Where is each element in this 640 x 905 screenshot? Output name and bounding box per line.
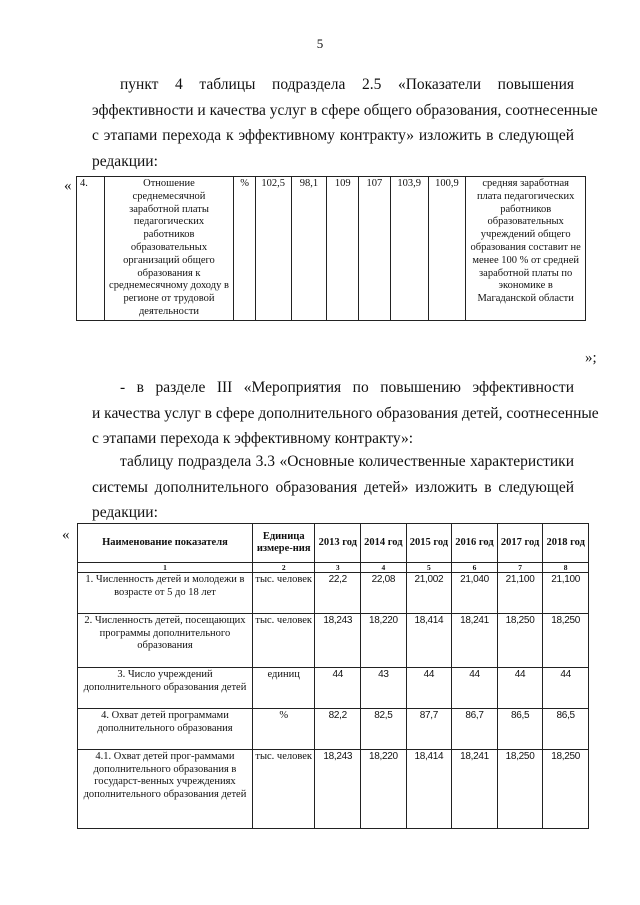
cell-value: 44 [497,668,543,709]
header-year: 2015 год [406,524,452,563]
table-row [78,750,589,829]
paragraph-line: и качества услуг в сфере дополнительного образования детей, соотнесенные [92,404,599,422]
cell-indicator-name: Отношение среднемесячной заработной платы педагогических работников образовательных организаций общего образования к среднемесячному доходу в регионе от трудовой деятельности [104,177,234,321]
cell-value: 18,250 [543,750,589,829]
cell-value: 18,241 [452,750,498,829]
cell-value: 18,243 [315,750,361,829]
cell-value: 44 [452,668,498,709]
cell-value: 21,040 [452,573,498,614]
cell-value: 107 [359,177,391,321]
paragraph-line: таблицу подраздела 3.3 «Основные количественные характеристики [120,453,574,470]
column-index: 4 [361,563,407,573]
table-header-row [78,524,589,563]
cell-value: 22,08 [361,573,407,614]
paragraph-3 [92,449,574,526]
open-quote: « [62,527,70,543]
column-index: 8 [543,563,589,573]
cell-unit: единиц [252,668,315,709]
cell-value: 18,250 [497,750,543,829]
header-unit: Единица измере-ния [252,524,315,563]
cell-unit: тыс. человек [252,614,315,668]
quantitative-characteristics-table [77,523,589,829]
cell-value: 18,220 [361,614,407,668]
cell-value: 18,243 [315,614,361,668]
paragraph-line: с этапами перехода к эффективному контракту» изложить в следующей [92,127,574,144]
paragraph-1 [92,72,598,174]
cell-indicator-name: 1. Численность детей и молодежи в возрасте от 5 до 18 лет [78,573,253,614]
page-number: 5 [316,36,324,51]
paragraph-line: пункт 4 таблицы подраздела 2.5 «Показатели повышения [120,76,574,93]
cell-value: 18,414 [406,614,452,668]
table-row [78,709,589,750]
cell-value: 44 [406,668,452,709]
table-row [78,614,589,668]
cell-value: 82,2 [315,709,361,750]
cell-value: 100,9 [428,177,466,321]
column-index: 7 [497,563,543,573]
cell-value: 86,7 [452,709,498,750]
column-index: 6 [452,563,498,573]
cell-value: 87,7 [406,709,452,750]
cell-indicator-name: 2. Численность детей, посещающих программы дополнительного образования [78,614,253,668]
cell-unit: тыс. человек [252,750,315,829]
cell-value: 21,100 [497,573,543,614]
cell-value: 44 [543,668,589,709]
column-index: 2 [252,563,315,573]
cell-value: 18,250 [497,614,543,668]
paragraph-line: редакции: [92,504,158,521]
cell-value: 18,414 [406,750,452,829]
column-index: 3 [315,563,361,573]
cell-num: 4. [77,177,105,321]
cell-indicator-name: 3. Число учреждений дополнительного образования детей [78,668,253,709]
table-row [78,668,589,709]
close-quote: »; [585,350,597,366]
open-quote: « [64,178,72,194]
cell-value: 22,2 [315,573,361,614]
paragraph-line: эффективности и качества услуг в сфере общего образования, соотнесенные [92,101,598,119]
cell-unit: % [234,177,255,321]
column-index: 5 [406,563,452,573]
indicator-table-2-5 [76,176,586,321]
header-year: 2017 год [497,524,543,563]
cell-value: 86,5 [543,709,589,750]
cell-value: 21,002 [406,573,452,614]
paragraph-2 [92,375,599,452]
header-year: 2013 год [315,524,361,563]
paragraph-line: - в разделе III «Мероприятия по повышению эффективности [120,379,574,396]
cell-value: 82,5 [361,709,407,750]
header-year: 2016 год [452,524,498,563]
cell-value: 98,1 [291,177,327,321]
cell-value: 18,220 [361,750,407,829]
paragraph-line: системы дополнительного образования детей» изложить в следующей [92,478,574,496]
cell-unit: % [252,709,315,750]
cell-note: средняя заработная плата педагогических работников образовательных учреждений общего образования составит не менее 100 % от средней заработной платы по экономике в Магаданской области [466,177,586,321]
column-index-row [78,563,589,573]
table-row [77,177,586,321]
header-year: 2018 год [543,524,589,563]
cell-value: 102,5 [255,177,291,321]
column-index: 1 [78,563,253,573]
header-year: 2014 год [361,524,407,563]
cell-value: 43 [361,668,407,709]
cell-value: 86,5 [497,709,543,750]
cell-indicator-name: 4. Охват детей программами дополнительного образования [78,709,253,750]
cell-value: 21,100 [543,573,589,614]
cell-value: 109 [327,177,359,321]
cell-value: 18,250 [543,614,589,668]
paragraph-line: с этапами перехода к эффективному контракту»: [92,430,414,447]
cell-value: 103,9 [390,177,428,321]
cell-value: 44 [315,668,361,709]
cell-unit: тыс. человек [252,573,315,614]
cell-value: 18,241 [452,614,498,668]
table-row [78,573,589,614]
header-indicator-name: Наименование показателя [78,524,253,563]
paragraph-line: редакции: [92,152,158,170]
cell-indicator-name: 4.1. Охват детей прог-раммами дополнительного образования в государст-венных учреждениях дополнительного образования детей [78,750,253,829]
